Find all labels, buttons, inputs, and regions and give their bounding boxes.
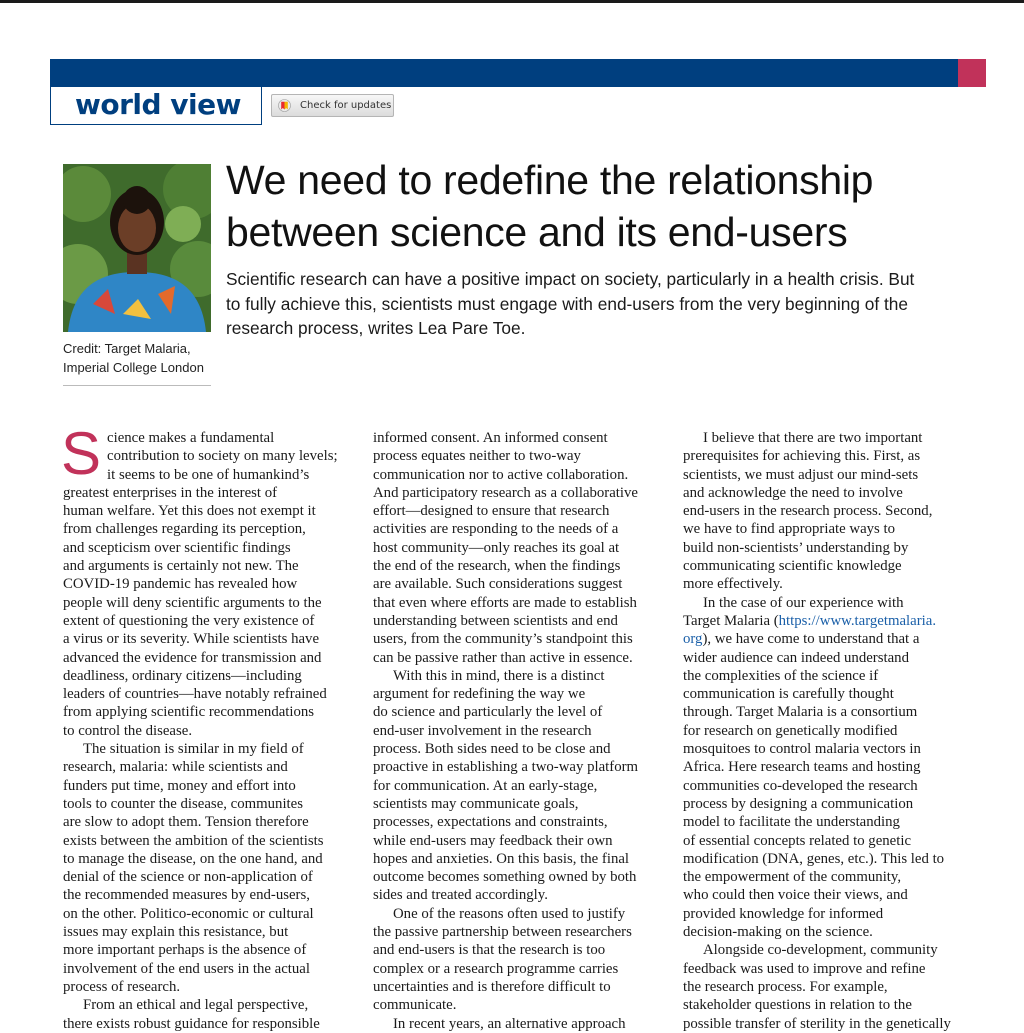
text-line: cience makes a fundamental — [107, 430, 275, 446]
text-line: ), we have come to understand that a — [702, 631, 920, 648]
text-line: communities co-developed the research — [683, 777, 918, 794]
paragraph — [683, 594, 971, 942]
paragraph — [373, 429, 661, 667]
photo-credit-line: Imperial College London — [63, 360, 204, 375]
text-line: advanced the evidence for transmission and — [63, 649, 322, 666]
text-line: extent of questioning the very existence of — [63, 612, 315, 629]
text-line: and end-users is that the research is too — [373, 942, 606, 959]
text-line: And participatory research as a collaborative — [373, 484, 638, 501]
paragraph — [61, 420, 351, 740]
text-line: and arguments is certainly not new. The — [63, 558, 299, 575]
section-label: world view — [75, 88, 242, 121]
standfirst-line: research process, writes Lea Pare Toe. — [226, 318, 526, 338]
text-line: mosquitoes to control malaria vectors in — [683, 741, 921, 758]
standfirst-line: Scientific research can have a positive impact on society, particularly in a health crisis. But — [226, 269, 915, 289]
text-line: who could then voice their views, and — [683, 887, 908, 904]
text-line: for communication. At an early-stage, — [373, 777, 598, 794]
text-line: leaders of countries—have notably refrained — [63, 686, 327, 703]
text-line: the recommended measures by end-users, — [63, 887, 310, 904]
text-line: are available. Such considerations suggest — [373, 576, 623, 593]
text-line: In recent years, an alternative approach — [393, 1015, 626, 1032]
text-line: sides and treated accordingly. — [373, 887, 548, 904]
text-line: to control the disease. — [63, 722, 193, 739]
text-line: provided knowledge for informed — [683, 905, 884, 922]
paragraph — [683, 941, 971, 1032]
text-line: a virus or its severity. While scientists have — [63, 631, 320, 648]
text-line: denial of the science or non-application of — [63, 869, 313, 886]
text-line: complex or a research programme carries — [373, 960, 619, 977]
text-line: more important perhaps is the absence of — [63, 942, 307, 959]
text-line: end-user involvement in the research — [373, 722, 592, 739]
text-line: through. Target Malaria is a consortium — [683, 704, 918, 721]
check-for-updates-label: Check for updates — [300, 100, 392, 111]
text-line: the end of the research, when the findings — [373, 558, 621, 575]
section-banner — [50, 59, 958, 87]
text-line: communication nor to active collaboration. — [373, 466, 629, 483]
paragraph — [683, 429, 971, 594]
text-line: research, malaria: while scientists and — [63, 759, 288, 776]
text-line: communicating scientific knowledge — [683, 558, 902, 575]
text-line: we have to find appropriate ways to — [683, 521, 896, 538]
text-line: communication is carefully thought — [683, 686, 894, 703]
text-line: contribution to society on many levels; — [107, 448, 338, 465]
text-line: With this in mind, there is a distinct — [393, 667, 605, 684]
text-line: proactive in establishing a two-way platform — [373, 759, 639, 776]
article-headline — [226, 154, 1006, 258]
text-line: stakeholder questions in relation to the — [683, 997, 912, 1014]
text-line: Alongside co-development, community — [703, 942, 938, 959]
text-line: process by designing a communication — [683, 795, 914, 812]
check-for-updates-button[interactable] — [271, 94, 394, 117]
paragraph — [373, 905, 661, 1015]
article-standfirst — [226, 267, 966, 341]
text-line: from challenges regarding its perception, — [63, 521, 306, 538]
text-line: activities are responding to the needs of a — [373, 521, 619, 538]
text-line: processes, expectations and constraints, — [373, 814, 608, 831]
text-line: the passive partnership between researchers — [373, 924, 632, 941]
text-line: Africa. Here research teams and hosting — [683, 759, 921, 776]
text-line: while end-users may feedback their own — [373, 832, 613, 849]
paragraph — [63, 740, 351, 996]
text-line: more effectively. — [683, 576, 783, 593]
article-column-1 — [61, 420, 351, 1033]
headline-line: We need to redefine the relationship — [226, 157, 874, 203]
text-line: issues may explain this resistance, but — [63, 924, 289, 941]
link-text: org — [683, 631, 703, 648]
photo-credit-line: Credit: Target Malaria, — [63, 341, 191, 356]
text-line: argument for redefining the way we — [373, 686, 586, 703]
text-line: end-users in the research process. Second, — [683, 503, 933, 520]
text-line: process. Both sides need to be close and — [373, 741, 611, 758]
text-line: and acknowledge the need to involve — [683, 484, 903, 501]
text-line: communicate. — [373, 997, 457, 1014]
text-line: I believe that there are two important — [703, 430, 923, 446]
text-line: process equates neither to two-way — [373, 448, 581, 465]
text-line: wider audience can indeed understand — [683, 649, 909, 666]
credit-divider — [63, 385, 211, 386]
text-line: the research process. For example, — [683, 978, 888, 995]
text-line: possible transfer of sterility in the genetically — [683, 1015, 951, 1032]
text-line: understanding between scientists and end — [373, 612, 618, 629]
text-line: on the other. Politico-economic or cultural — [63, 905, 314, 922]
paragraph — [63, 996, 351, 1033]
text-line: greatest enterprises in the interest of — [63, 484, 278, 501]
section-banner-accent — [958, 59, 986, 87]
text-line: involvement of the end users in the actual — [63, 960, 310, 977]
text-line: scientists may communicate goals, — [373, 795, 579, 812]
text-line: model to facilitate the understanding — [683, 814, 900, 831]
text-line: One of the reasons often used to justify — [393, 905, 626, 922]
text-line: effort—designed to ensure that research — [373, 503, 610, 520]
text-line: human welfare. Yet this does not exempt it — [63, 503, 316, 520]
text-line: The situation is similar in my field of — [83, 741, 304, 758]
drop-cap: S — [61, 420, 102, 487]
link-text: https://www.targetmalaria. — [778, 612, 937, 629]
text-line: deadliness, ordinary citizens—including — [63, 667, 302, 684]
text-line: tools to counter the disease, communites — [63, 795, 303, 812]
text-line: and scepticism over scientific findings — [63, 539, 291, 556]
text-line: hopes and anxieties. On this basis, the final — [373, 850, 630, 867]
text-line: process of research. — [63, 978, 181, 995]
text-line: the complexities of the science if — [683, 667, 879, 684]
top-rule — [0, 0, 1024, 3]
crossmark-icon — [278, 99, 291, 112]
text-line: In the case of our experience with — [703, 594, 904, 611]
text-line: COVID-19 pandemic has revealed how — [63, 576, 298, 593]
author-portrait-image — [63, 164, 211, 332]
text-line: host community—only reaches its goal at — [373, 539, 620, 556]
text-line: uncertainties and is therefore difficult to — [373, 978, 611, 995]
text-line: decision-making on the science. — [683, 924, 873, 941]
text-line: it seems to be one of humankind’s — [107, 466, 310, 483]
text-line: that even where efforts are made to establish — [373, 594, 637, 611]
text-line: of essential concepts related to genetic — [683, 832, 912, 849]
text-line: informed consent. An informed consent — [373, 430, 608, 446]
text-line: are slow to adopt them. Tension therefore — [63, 814, 309, 831]
text-line: from applying scientific recommendations — [63, 704, 315, 721]
text-line: funders put time, money and effort into — [63, 777, 296, 794]
paragraph — [373, 667, 661, 905]
text-line: outcome becomes something owned by both — [373, 869, 637, 886]
text-line: for research on genetically modified — [683, 722, 898, 739]
text-line: do science and particularly the level of — [373, 704, 603, 721]
article-column-2 — [373, 429, 661, 1033]
text-line: exists between the ambition of the scientists — [63, 832, 324, 849]
headline-line: between science and its end-users — [226, 209, 848, 255]
text-line: feedback was used to improve and refine — [683, 960, 926, 977]
text-line: people will deny scientific arguments to the — [63, 594, 322, 611]
text-line: modification (DNA, genes, etc.). This led to — [683, 850, 945, 867]
text-line: build non-scientists’ understanding by — [683, 539, 909, 556]
text-line: prerequisites for achieving this. First, as — [683, 448, 921, 465]
article-column-3 — [683, 429, 971, 1033]
text-line: Target Malaria ( — [683, 612, 779, 629]
author-photo — [63, 164, 211, 332]
text-line: to manage the disease, on the one hand, and — [63, 850, 323, 867]
text-line: From an ethical and legal perspective, — [83, 997, 309, 1014]
standfirst-line: to fully achieve this, scientists must engage with end-users from the very beginning of the — [226, 293, 909, 314]
text-line: the empowerment of the community, — [683, 869, 902, 886]
text-line: there exists robust guidance for responsible — [63, 1015, 320, 1032]
section-tab — [50, 87, 262, 125]
text-line: can be passive rather than active in essence. — [373, 649, 633, 666]
photo-credit — [63, 339, 213, 377]
text-line: scientists, we must adjust our mind-sets — [683, 466, 919, 483]
text-line: users, from the community’s standpoint this — [373, 631, 633, 648]
